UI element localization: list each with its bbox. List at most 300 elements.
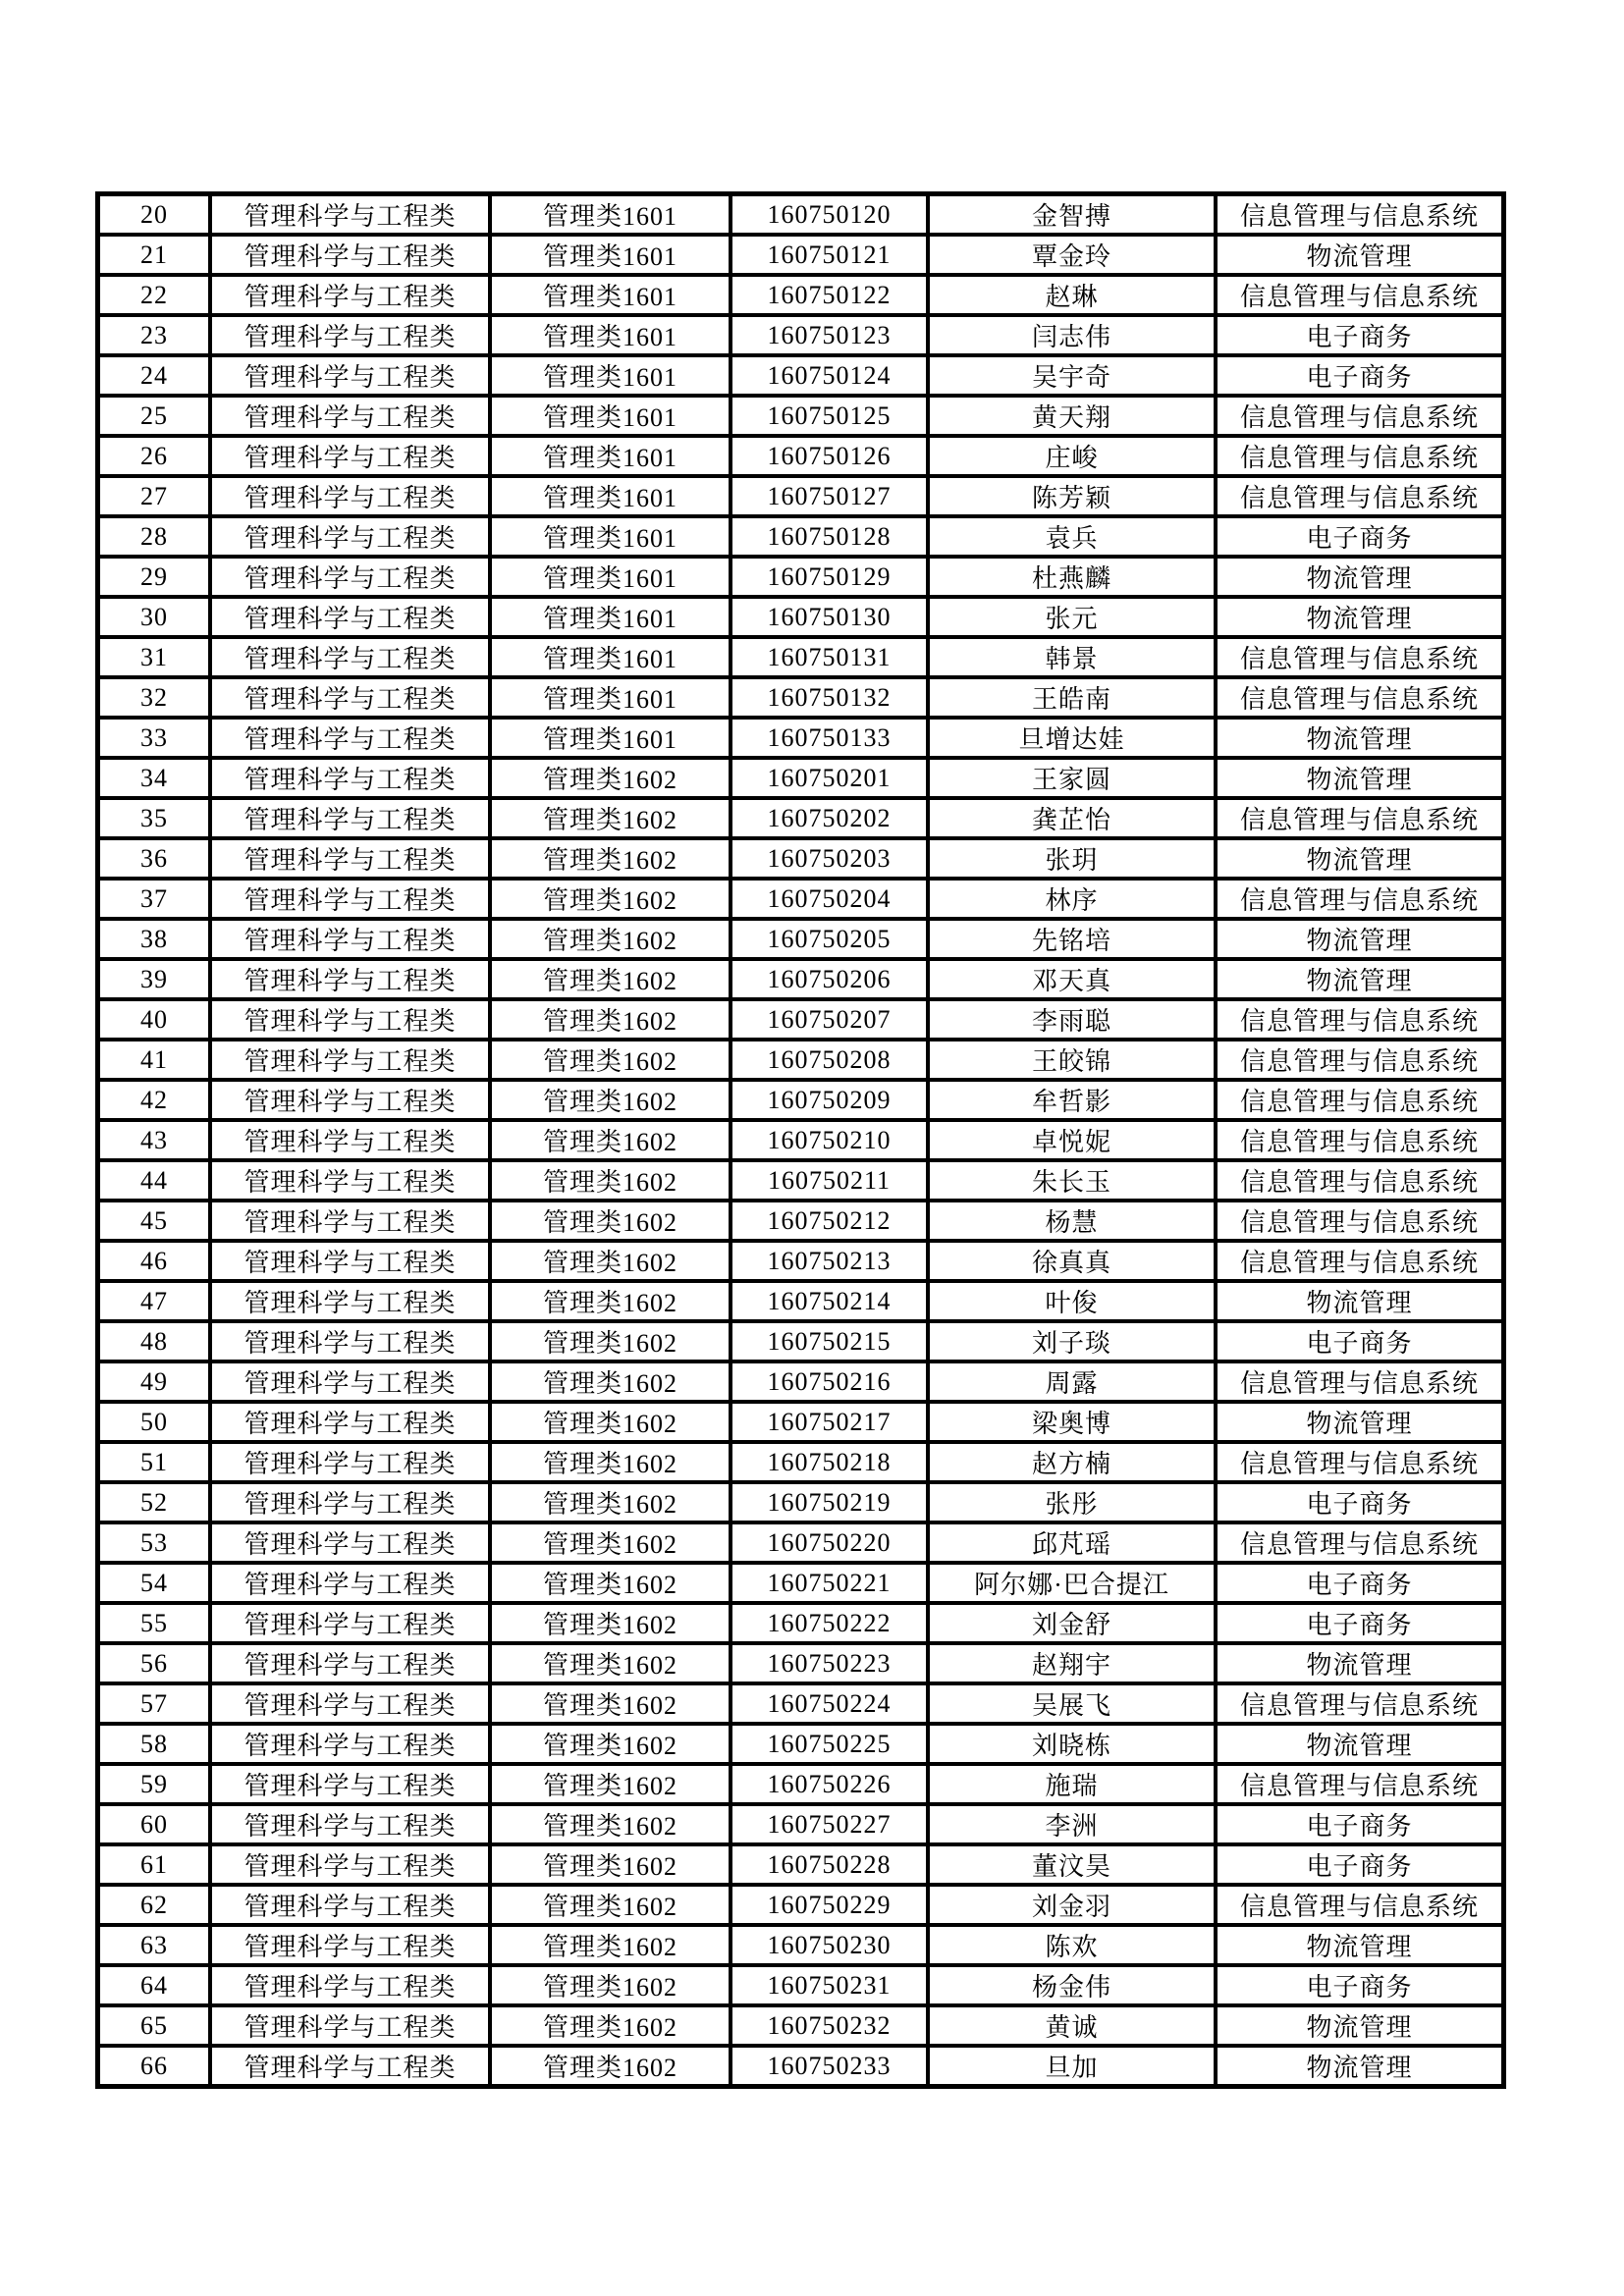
row-number-cell: 62 xyxy=(98,1885,211,1925)
class-cell: 管理类1602 xyxy=(490,2005,731,2046)
major-cell: 电子商务 xyxy=(1216,315,1504,355)
student-id-cell: 160750218 xyxy=(731,1442,928,1482)
major-cell: 信息管理与信息系统 xyxy=(1216,396,1504,436)
row-number-cell: 48 xyxy=(98,1321,211,1362)
student-name-cell: 林序 xyxy=(928,879,1216,919)
student-name-cell: 覃金玲 xyxy=(928,235,1216,275)
category-cell: 管理科学与工程类 xyxy=(210,959,490,999)
student-roster-table xyxy=(95,191,1506,2089)
table-row xyxy=(98,1040,1504,1080)
category-cell: 管理科学与工程类 xyxy=(210,597,490,637)
row-number-cell: 57 xyxy=(98,1683,211,1724)
student-id-cell: 160750230 xyxy=(731,1925,928,1965)
student-id-cell: 160750202 xyxy=(731,798,928,838)
student-name-cell: 刘金舒 xyxy=(928,1603,1216,1643)
table-row xyxy=(98,1402,1504,1442)
student-name-cell: 梁奥博 xyxy=(928,1402,1216,1442)
student-id-cell: 160750226 xyxy=(731,1764,928,1804)
row-number-cell: 33 xyxy=(98,718,211,758)
category-cell: 管理科学与工程类 xyxy=(210,476,490,516)
category-cell: 管理科学与工程类 xyxy=(210,1522,490,1563)
student-name-cell: 刘子琰 xyxy=(928,1321,1216,1362)
table-row xyxy=(98,959,1504,999)
major-cell: 物流管理 xyxy=(1216,1281,1504,1321)
student-id-cell: 160750213 xyxy=(731,1241,928,1281)
student-name-cell: 张玥 xyxy=(928,838,1216,879)
student-name-cell: 张彤 xyxy=(928,1482,1216,1522)
class-cell: 管理类1601 xyxy=(490,315,731,355)
major-cell: 物流管理 xyxy=(1216,959,1504,999)
row-number-cell: 53 xyxy=(98,1522,211,1563)
major-cell: 物流管理 xyxy=(1216,235,1504,275)
student-id-cell: 160750206 xyxy=(731,959,928,999)
table-row xyxy=(98,557,1504,597)
class-cell: 管理类1602 xyxy=(490,959,731,999)
student-name-cell: 赵琳 xyxy=(928,275,1216,315)
major-cell: 信息管理与信息系统 xyxy=(1216,1241,1504,1281)
category-cell: 管理科学与工程类 xyxy=(210,1683,490,1724)
class-cell: 管理类1602 xyxy=(490,1160,731,1201)
major-cell: 物流管理 xyxy=(1216,597,1504,637)
row-number-cell: 56 xyxy=(98,1643,211,1683)
student-name-cell: 董汶昊 xyxy=(928,1844,1216,1885)
row-number-cell: 66 xyxy=(98,2046,211,2087)
major-cell: 物流管理 xyxy=(1216,2046,1504,2087)
category-cell: 管理科学与工程类 xyxy=(210,1643,490,1683)
category-cell: 管理科学与工程类 xyxy=(210,1362,490,1402)
row-number-cell: 31 xyxy=(98,637,211,677)
student-name-cell: 张元 xyxy=(928,597,1216,637)
class-cell: 管理类1601 xyxy=(490,436,731,476)
class-cell: 管理类1602 xyxy=(490,879,731,919)
table-row xyxy=(98,718,1504,758)
category-cell: 管理科学与工程类 xyxy=(210,516,490,557)
student-name-cell: 闫志伟 xyxy=(928,315,1216,355)
row-number-cell: 22 xyxy=(98,275,211,315)
student-name-cell: 吴宇奇 xyxy=(928,355,1216,396)
student-name-cell: 旦增达娃 xyxy=(928,718,1216,758)
major-cell: 信息管理与信息系统 xyxy=(1216,436,1504,476)
table-row xyxy=(98,235,1504,275)
category-cell: 管理科学与工程类 xyxy=(210,2005,490,2046)
class-cell: 管理类1601 xyxy=(490,677,731,718)
student-name-cell: 邓天真 xyxy=(928,959,1216,999)
category-cell: 管理科学与工程类 xyxy=(210,1563,490,1603)
student-id-cell: 160750217 xyxy=(731,1402,928,1442)
category-cell: 管理科学与工程类 xyxy=(210,1321,490,1362)
student-id-cell: 160750125 xyxy=(731,396,928,436)
table-row xyxy=(98,1201,1504,1241)
student-name-cell: 王皓南 xyxy=(928,677,1216,718)
table-row xyxy=(98,1844,1504,1885)
class-cell: 管理类1602 xyxy=(490,838,731,879)
category-cell: 管理科学与工程类 xyxy=(210,758,490,798)
class-cell: 管理类1602 xyxy=(490,1965,731,2005)
class-cell: 管理类1602 xyxy=(490,2046,731,2087)
category-cell: 管理科学与工程类 xyxy=(210,1120,490,1160)
row-number-cell: 65 xyxy=(98,2005,211,2046)
category-cell: 管理科学与工程类 xyxy=(210,235,490,275)
major-cell: 信息管理与信息系统 xyxy=(1216,798,1504,838)
table-row xyxy=(98,597,1504,637)
row-number-cell: 46 xyxy=(98,1241,211,1281)
table-row xyxy=(98,1080,1504,1120)
class-cell: 管理类1601 xyxy=(490,718,731,758)
category-cell: 管理科学与工程类 xyxy=(210,315,490,355)
student-id-cell: 160750131 xyxy=(731,637,928,677)
student-name-cell: 徐真真 xyxy=(928,1241,1216,1281)
table-row xyxy=(98,1603,1504,1643)
student-name-cell: 金智搏 xyxy=(928,194,1216,236)
row-number-cell: 37 xyxy=(98,879,211,919)
student-name-cell: 韩景 xyxy=(928,637,1216,677)
student-id-cell: 160750126 xyxy=(731,436,928,476)
student-name-cell: 陈芳颖 xyxy=(928,476,1216,516)
category-cell: 管理科学与工程类 xyxy=(210,879,490,919)
student-id-cell: 160750220 xyxy=(731,1522,928,1563)
class-cell: 管理类1602 xyxy=(490,1281,731,1321)
row-number-cell: 51 xyxy=(98,1442,211,1482)
major-cell: 信息管理与信息系统 xyxy=(1216,1522,1504,1563)
class-cell: 管理类1602 xyxy=(490,1201,731,1241)
table-row xyxy=(98,1120,1504,1160)
class-cell: 管理类1602 xyxy=(490,1362,731,1402)
table-row xyxy=(98,516,1504,557)
student-name-cell: 王家圆 xyxy=(928,758,1216,798)
student-name-cell: 杜燕麟 xyxy=(928,557,1216,597)
category-cell: 管理科学与工程类 xyxy=(210,999,490,1040)
table-row xyxy=(98,476,1504,516)
student-id-cell: 160750133 xyxy=(731,718,928,758)
row-number-cell: 24 xyxy=(98,355,211,396)
category-cell: 管理科学与工程类 xyxy=(210,838,490,879)
student-name-cell: 吴展飞 xyxy=(928,1683,1216,1724)
student-name-cell: 杨金伟 xyxy=(928,1965,1216,2005)
student-id-cell: 160750229 xyxy=(731,1885,928,1925)
row-number-cell: 36 xyxy=(98,838,211,879)
table-row xyxy=(98,1362,1504,1402)
category-cell: 管理科学与工程类 xyxy=(210,1160,490,1201)
student-roster-table-body xyxy=(98,194,1504,2087)
row-number-cell: 35 xyxy=(98,798,211,838)
student-id-cell: 160750227 xyxy=(731,1804,928,1844)
major-cell: 信息管理与信息系统 xyxy=(1216,637,1504,677)
category-cell: 管理科学与工程类 xyxy=(210,194,490,236)
category-cell: 管理科学与工程类 xyxy=(210,1844,490,1885)
table-row xyxy=(98,396,1504,436)
category-cell: 管理科学与工程类 xyxy=(210,275,490,315)
student-id-cell: 160750219 xyxy=(731,1482,928,1522)
major-cell: 信息管理与信息系统 xyxy=(1216,879,1504,919)
row-number-cell: 25 xyxy=(98,396,211,436)
row-number-cell: 21 xyxy=(98,235,211,275)
category-cell: 管理科学与工程类 xyxy=(210,355,490,396)
category-cell: 管理科学与工程类 xyxy=(210,1080,490,1120)
category-cell: 管理科学与工程类 xyxy=(210,1804,490,1844)
major-cell: 电子商务 xyxy=(1216,1321,1504,1362)
class-cell: 管理类1602 xyxy=(490,1563,731,1603)
row-number-cell: 30 xyxy=(98,597,211,637)
major-cell: 物流管理 xyxy=(1216,919,1504,959)
student-id-cell: 160750212 xyxy=(731,1201,928,1241)
class-cell: 管理类1601 xyxy=(490,597,731,637)
category-cell: 管理科学与工程类 xyxy=(210,1402,490,1442)
table-row xyxy=(98,999,1504,1040)
student-id-cell: 160750223 xyxy=(731,1643,928,1683)
class-cell: 管理类1602 xyxy=(490,758,731,798)
class-cell: 管理类1601 xyxy=(490,194,731,236)
row-number-cell: 40 xyxy=(98,999,211,1040)
major-cell: 物流管理 xyxy=(1216,718,1504,758)
row-number-cell: 58 xyxy=(98,1724,211,1764)
student-name-cell: 黄诚 xyxy=(928,2005,1216,2046)
class-cell: 管理类1602 xyxy=(490,1683,731,1724)
student-id-cell: 160750201 xyxy=(731,758,928,798)
major-cell: 物流管理 xyxy=(1216,1402,1504,1442)
student-id-cell: 160750228 xyxy=(731,1844,928,1885)
major-cell: 信息管理与信息系统 xyxy=(1216,1683,1504,1724)
student-name-cell: 袁兵 xyxy=(928,516,1216,557)
row-number-cell: 27 xyxy=(98,476,211,516)
major-cell: 信息管理与信息系统 xyxy=(1216,677,1504,718)
student-id-cell: 160750123 xyxy=(731,315,928,355)
class-cell: 管理类1602 xyxy=(490,1844,731,1885)
student-name-cell: 王皎锦 xyxy=(928,1040,1216,1080)
category-cell: 管理科学与工程类 xyxy=(210,1040,490,1080)
row-number-cell: 64 xyxy=(98,1965,211,2005)
table-row xyxy=(98,1925,1504,1965)
major-cell: 物流管理 xyxy=(1216,2005,1504,2046)
category-cell: 管理科学与工程类 xyxy=(210,436,490,476)
student-id-cell: 160750209 xyxy=(731,1080,928,1120)
major-cell: 电子商务 xyxy=(1216,1804,1504,1844)
row-number-cell: 45 xyxy=(98,1201,211,1241)
student-name-cell: 周露 xyxy=(928,1362,1216,1402)
major-cell: 物流管理 xyxy=(1216,1724,1504,1764)
major-cell: 物流管理 xyxy=(1216,1925,1504,1965)
row-number-cell: 32 xyxy=(98,677,211,718)
major-cell: 信息管理与信息系统 xyxy=(1216,1442,1504,1482)
student-id-cell: 160750130 xyxy=(731,597,928,637)
student-name-cell: 刘金羽 xyxy=(928,1885,1216,1925)
category-cell: 管理科学与工程类 xyxy=(210,1925,490,1965)
row-number-cell: 52 xyxy=(98,1482,211,1522)
class-cell: 管理类1602 xyxy=(490,798,731,838)
major-cell: 信息管理与信息系统 xyxy=(1216,476,1504,516)
student-name-cell: 黄天翔 xyxy=(928,396,1216,436)
row-number-cell: 38 xyxy=(98,919,211,959)
student-name-cell: 陈欢 xyxy=(928,1925,1216,1965)
category-cell: 管理科学与工程类 xyxy=(210,1201,490,1241)
student-name-cell: 牟哲影 xyxy=(928,1080,1216,1120)
student-name-cell: 李洲 xyxy=(928,1804,1216,1844)
class-cell: 管理类1602 xyxy=(490,1885,731,1925)
class-cell: 管理类1601 xyxy=(490,557,731,597)
student-id-cell: 160750232 xyxy=(731,2005,928,2046)
row-number-cell: 60 xyxy=(98,1804,211,1844)
major-cell: 电子商务 xyxy=(1216,1603,1504,1643)
student-id-cell: 160750207 xyxy=(731,999,928,1040)
table-row xyxy=(98,1724,1504,1764)
table-row xyxy=(98,436,1504,476)
category-cell: 管理科学与工程类 xyxy=(210,637,490,677)
table-row xyxy=(98,1683,1504,1724)
student-id-cell: 160750208 xyxy=(731,1040,928,1080)
row-number-cell: 42 xyxy=(98,1080,211,1120)
row-number-cell: 59 xyxy=(98,1764,211,1804)
major-cell: 物流管理 xyxy=(1216,838,1504,879)
category-cell: 管理科学与工程类 xyxy=(210,1885,490,1925)
student-name-cell: 龚芷怡 xyxy=(928,798,1216,838)
student-name-cell: 朱长玉 xyxy=(928,1160,1216,1201)
category-cell: 管理科学与工程类 xyxy=(210,1241,490,1281)
category-cell: 管理科学与工程类 xyxy=(210,1764,490,1804)
major-cell: 信息管理与信息系统 xyxy=(1216,194,1504,236)
row-number-cell: 50 xyxy=(98,1402,211,1442)
major-cell: 信息管理与信息系统 xyxy=(1216,1885,1504,1925)
table-row xyxy=(98,798,1504,838)
row-number-cell: 23 xyxy=(98,315,211,355)
row-number-cell: 41 xyxy=(98,1040,211,1080)
major-cell: 电子商务 xyxy=(1216,1563,1504,1603)
class-cell: 管理类1602 xyxy=(490,1402,731,1442)
student-name-cell: 李雨聪 xyxy=(928,999,1216,1040)
major-cell: 物流管理 xyxy=(1216,1643,1504,1683)
category-cell: 管理科学与工程类 xyxy=(210,1965,490,2005)
category-cell: 管理科学与工程类 xyxy=(210,557,490,597)
class-cell: 管理类1601 xyxy=(490,235,731,275)
class-cell: 管理类1601 xyxy=(490,396,731,436)
table-row xyxy=(98,1482,1504,1522)
category-cell: 管理科学与工程类 xyxy=(210,1442,490,1482)
student-id-cell: 160750210 xyxy=(731,1120,928,1160)
table-row xyxy=(98,637,1504,677)
student-id-cell: 160750128 xyxy=(731,516,928,557)
class-cell: 管理类1602 xyxy=(490,919,731,959)
student-id-cell: 160750225 xyxy=(731,1724,928,1764)
class-cell: 管理类1602 xyxy=(490,1522,731,1563)
major-cell: 信息管理与信息系统 xyxy=(1216,1764,1504,1804)
student-name-cell: 庄峻 xyxy=(928,436,1216,476)
table-row xyxy=(98,1563,1504,1603)
class-cell: 管理类1602 xyxy=(490,1603,731,1643)
class-cell: 管理类1602 xyxy=(490,1241,731,1281)
student-name-cell: 旦加 xyxy=(928,2046,1216,2087)
row-number-cell: 29 xyxy=(98,557,211,597)
student-name-cell: 邱芃瑶 xyxy=(928,1522,1216,1563)
student-id-cell: 160750124 xyxy=(731,355,928,396)
student-id-cell: 160750204 xyxy=(731,879,928,919)
class-cell: 管理类1601 xyxy=(490,516,731,557)
student-id-cell: 160750222 xyxy=(731,1603,928,1643)
student-name-cell: 先铭培 xyxy=(928,919,1216,959)
major-cell: 信息管理与信息系统 xyxy=(1216,1362,1504,1402)
table-row xyxy=(98,1965,1504,2005)
category-cell: 管理科学与工程类 xyxy=(210,1281,490,1321)
table-row xyxy=(98,677,1504,718)
class-cell: 管理类1602 xyxy=(490,1724,731,1764)
student-name-cell: 施瑞 xyxy=(928,1764,1216,1804)
row-number-cell: 26 xyxy=(98,436,211,476)
table-row xyxy=(98,758,1504,798)
class-cell: 管理类1602 xyxy=(490,999,731,1040)
student-id-cell: 160750233 xyxy=(731,2046,928,2087)
row-number-cell: 20 xyxy=(98,194,211,236)
student-id-cell: 160750121 xyxy=(731,235,928,275)
row-number-cell: 54 xyxy=(98,1563,211,1603)
major-cell: 信息管理与信息系统 xyxy=(1216,1201,1504,1241)
student-id-cell: 160750203 xyxy=(731,838,928,879)
class-cell: 管理类1601 xyxy=(490,275,731,315)
major-cell: 信息管理与信息系统 xyxy=(1216,1160,1504,1201)
student-id-cell: 160750211 xyxy=(731,1160,928,1201)
major-cell: 物流管理 xyxy=(1216,557,1504,597)
table-row xyxy=(98,1522,1504,1563)
category-cell: 管理科学与工程类 xyxy=(210,677,490,718)
row-number-cell: 28 xyxy=(98,516,211,557)
major-cell: 电子商务 xyxy=(1216,355,1504,396)
major-cell: 电子商务 xyxy=(1216,1844,1504,1885)
student-id-cell: 160750231 xyxy=(731,1965,928,2005)
class-cell: 管理类1602 xyxy=(490,1764,731,1804)
student-id-cell: 160750129 xyxy=(731,557,928,597)
table-row xyxy=(98,1281,1504,1321)
major-cell: 信息管理与信息系统 xyxy=(1216,275,1504,315)
category-cell: 管理科学与工程类 xyxy=(210,396,490,436)
class-cell: 管理类1602 xyxy=(490,1925,731,1965)
table-row xyxy=(98,1442,1504,1482)
student-name-cell: 赵方楠 xyxy=(928,1442,1216,1482)
table-row xyxy=(98,1160,1504,1201)
table-row xyxy=(98,194,1504,236)
category-cell: 管理科学与工程类 xyxy=(210,798,490,838)
table-row xyxy=(98,1643,1504,1683)
table-row xyxy=(98,315,1504,355)
category-cell: 管理科学与工程类 xyxy=(210,919,490,959)
major-cell: 电子商务 xyxy=(1216,516,1504,557)
student-id-cell: 160750205 xyxy=(731,919,928,959)
class-cell: 管理类1602 xyxy=(490,1643,731,1683)
major-cell: 电子商务 xyxy=(1216,1482,1504,1522)
student-name-cell: 杨慧 xyxy=(928,1201,1216,1241)
class-cell: 管理类1601 xyxy=(490,355,731,396)
student-id-cell: 160750214 xyxy=(731,1281,928,1321)
student-name-cell: 赵翔宇 xyxy=(928,1643,1216,1683)
student-name-cell: 叶俊 xyxy=(928,1281,1216,1321)
student-id-cell: 160750221 xyxy=(731,1563,928,1603)
table-row xyxy=(98,919,1504,959)
student-name-cell: 阿尔娜·巴合提江 xyxy=(928,1563,1216,1603)
table-row xyxy=(98,838,1504,879)
student-name-cell: 卓悦妮 xyxy=(928,1120,1216,1160)
row-number-cell: 47 xyxy=(98,1281,211,1321)
category-cell: 管理科学与工程类 xyxy=(210,1482,490,1522)
table-row xyxy=(98,2046,1504,2087)
student-id-cell: 160750224 xyxy=(731,1683,928,1724)
category-cell: 管理科学与工程类 xyxy=(210,2046,490,2087)
student-id-cell: 160750132 xyxy=(731,677,928,718)
major-cell: 物流管理 xyxy=(1216,758,1504,798)
category-cell: 管理科学与工程类 xyxy=(210,1724,490,1764)
class-cell: 管理类1602 xyxy=(490,1120,731,1160)
major-cell: 信息管理与信息系统 xyxy=(1216,1080,1504,1120)
class-cell: 管理类1602 xyxy=(490,1321,731,1362)
table-row xyxy=(98,355,1504,396)
class-cell: 管理类1602 xyxy=(490,1804,731,1844)
class-cell: 管理类1601 xyxy=(490,637,731,677)
class-cell: 管理类1602 xyxy=(490,1442,731,1482)
major-cell: 信息管理与信息系统 xyxy=(1216,999,1504,1040)
